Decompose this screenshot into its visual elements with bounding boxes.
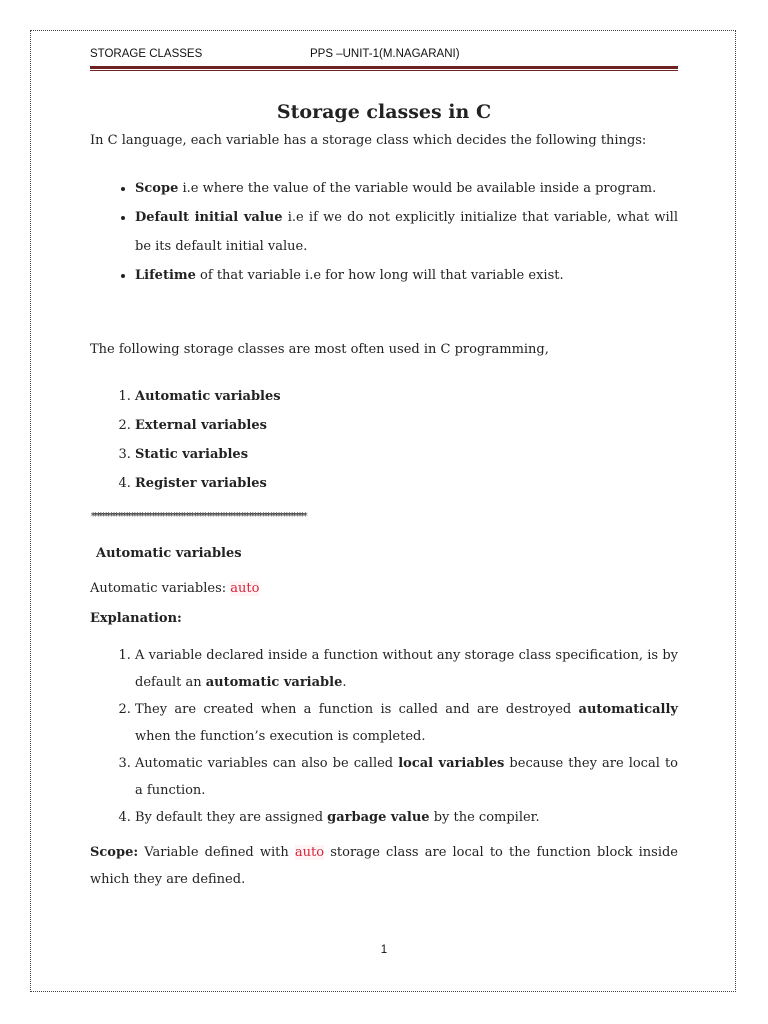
class-name: Register variables <box>135 476 267 491</box>
point-text: Automatic variables can also be called <box>135 756 399 771</box>
storage-class-aspects-list <box>90 174 678 290</box>
point-bold: automatically <box>578 702 678 717</box>
list-item <box>135 750 678 804</box>
list-item <box>135 642 678 696</box>
scope-text: Variable defined with <box>138 845 295 860</box>
bullet-text: i.e where the value of the variable would be available inside a program. <box>178 181 657 196</box>
point-text: . <box>342 675 347 690</box>
header-left: STORAGE CLASSES <box>90 48 203 60</box>
storage-classes-list <box>90 382 678 498</box>
following-paragraph: The following storage classes are most often used in C programming, <box>90 342 549 357</box>
bullet-text: i.e if we do not explicitly initialize that variable, what will be its default initial value. <box>135 210 678 254</box>
explanation-label: Explanation: <box>90 611 182 626</box>
keyword-line <box>90 575 678 602</box>
header-rule-thin <box>90 70 678 71</box>
header-rule-thick <box>90 66 678 69</box>
page-header <box>90 48 678 64</box>
separator-line: ********************************************************************************** <box>90 511 305 522</box>
bullet-term: Scope <box>135 181 179 196</box>
list-item <box>135 174 678 203</box>
point-text: by the compiler. <box>429 810 540 825</box>
keyword-line-prefix: Automatic variables: <box>90 581 231 596</box>
document-body <box>90 98 678 893</box>
point-text: They are created when a function is called and are destroyed <box>135 702 579 717</box>
bullet-term: Default initial value <box>135 210 283 225</box>
class-name: Static variables <box>135 447 249 462</box>
scope-text: storage class are local to the function block inside which they are defined. <box>90 845 678 887</box>
point-bold: garbage value <box>327 810 430 825</box>
intro-paragraph: In C language, each variable has a storage class which decides the following things: <box>90 133 647 148</box>
section-heading: Automatic variables <box>96 546 242 561</box>
point-bold: automatic variable <box>205 675 343 690</box>
class-name: External variables <box>135 418 267 433</box>
bullet-term: Lifetime <box>135 268 196 283</box>
list-item <box>135 261 678 290</box>
point-text: A variable declared inside a function without any storage class specification, is by default an <box>135 648 678 690</box>
list-item <box>135 382 678 411</box>
point-bold: local variables <box>398 756 505 771</box>
scope-label: Scope: <box>90 845 139 860</box>
point-text: because they are local to a function. <box>135 756 678 798</box>
keyword-auto: auto <box>230 581 260 596</box>
header-center: PPS –UNIT-1(M.NAGARANI) <box>310 48 460 60</box>
list-item <box>135 440 678 469</box>
list-item <box>135 203 678 261</box>
list-item <box>135 804 678 831</box>
scope-paragraph <box>90 839 678 893</box>
list-item <box>135 469 678 498</box>
page-number: 1 <box>380 944 388 956</box>
explanation-list <box>90 642 678 831</box>
bullet-text: of that variable i.e for how long will that variable exist. <box>195 268 564 283</box>
list-item <box>135 696 678 750</box>
class-name: Automatic variables <box>135 389 281 404</box>
list-item <box>135 411 678 440</box>
point-text: By default they are assigned <box>135 810 328 825</box>
keyword-auto: auto <box>294 845 325 860</box>
page-title: Storage classes in C <box>276 101 492 123</box>
point-text: when the function’s execution is completed. <box>135 729 426 744</box>
